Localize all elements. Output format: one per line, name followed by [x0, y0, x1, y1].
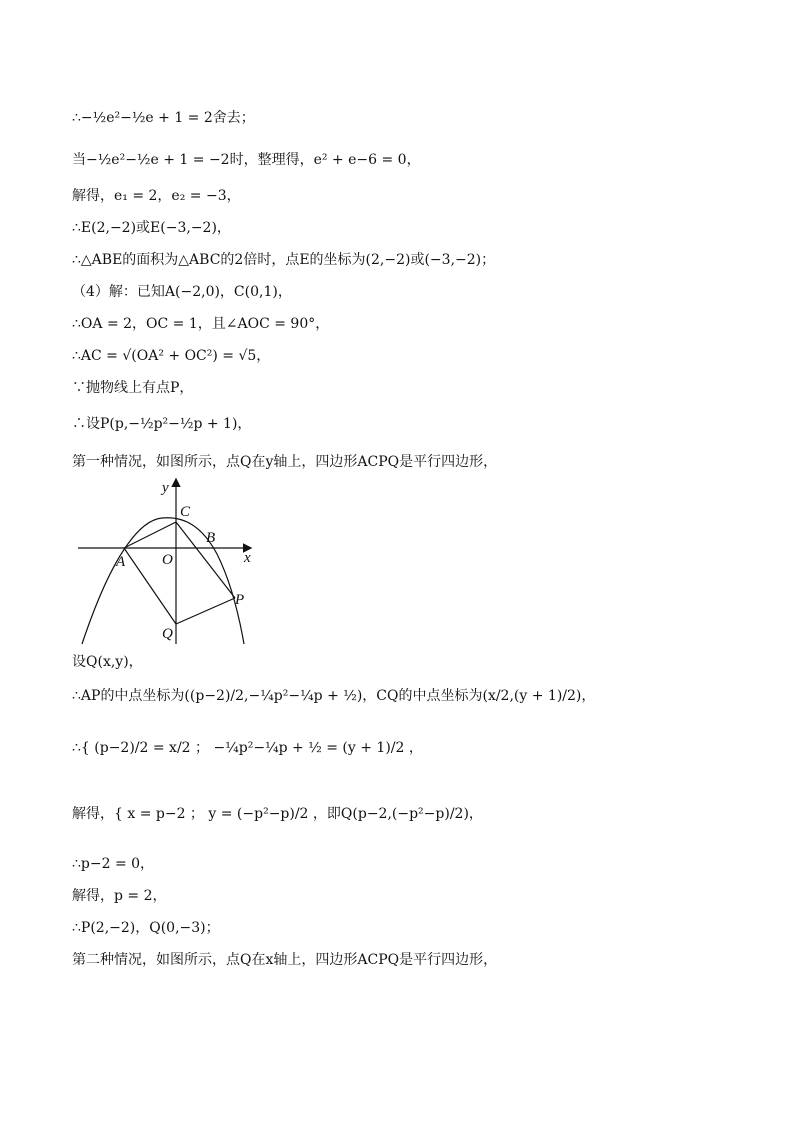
line-15: 解得，{ x = p−2 ； y = (−p²−p)/2 ，即Q(p−2,(−p²−p)/2)，	[72, 806, 483, 822]
label-b: B	[206, 530, 216, 546]
line-4: ∴E(2,−2)或E(−3,−2)，	[72, 220, 231, 236]
line-7: ∴OA = 2，OC = 1，且∠AOC = 90°，	[72, 316, 330, 332]
line-11: 第一种情况，如图所示，点Q在y轴上，四边形ACPQ是平行四边形，	[72, 454, 498, 470]
label-c: C	[180, 504, 191, 520]
line-1: ∴−½e²−½e + 1 = 2舍去；	[72, 110, 255, 126]
line-17: 解得，p = 2，	[72, 888, 167, 904]
line-9: ∵抛物线上有点P，	[72, 380, 194, 396]
label-q: Q	[162, 626, 173, 642]
line-13: ∴AP的中点坐标为((p−2)/2,−¼p²−¼p + ½)，CQ的中点坐标为(x/2,(y + 1)/2)，	[72, 688, 596, 704]
parabola-diagram	[72, 474, 272, 646]
label-y: y	[162, 480, 169, 496]
line-2: 当−½e²−½e + 1 = −2时，整理得，e² + e−6 = 0，	[72, 152, 421, 168]
line-5: ∴△ABE的面积为△ABC的2倍时，点E的坐标为(2,−2)或(−3,−2)；	[72, 252, 496, 268]
segment-pq	[176, 598, 235, 624]
line-19: 第二种情况，如图所示，点Q在x轴上，四边形ACPQ是平行四边形，	[72, 952, 498, 968]
line-8: ∴AC = √(OA² + OC²) = √5，	[72, 348, 271, 364]
label-a: A	[116, 554, 126, 570]
label-p: P	[235, 592, 245, 608]
line-14: ∴{ (p−2)/2 = x/2 ； −¼p²−¼p + ½ = (y + 1)/2 ，	[72, 740, 423, 756]
label-x: x	[244, 550, 251, 566]
segment-ac	[124, 522, 176, 548]
line-6: （4）解：已知A(−2,0)，C(0,1)，	[72, 284, 292, 300]
line-10: ∴设P(p,−½p²−½p + 1)，	[72, 416, 252, 432]
line-18: ∴P(2,−2)，Q(0,−3)；	[72, 920, 220, 936]
line-12: 设Q(x,y)，	[72, 654, 143, 670]
label-o: O	[162, 552, 173, 568]
line-16: ∴p−2 = 0，	[72, 856, 155, 872]
line-3: 解得，e₁ = 2，e₂ = −3，	[72, 188, 241, 204]
